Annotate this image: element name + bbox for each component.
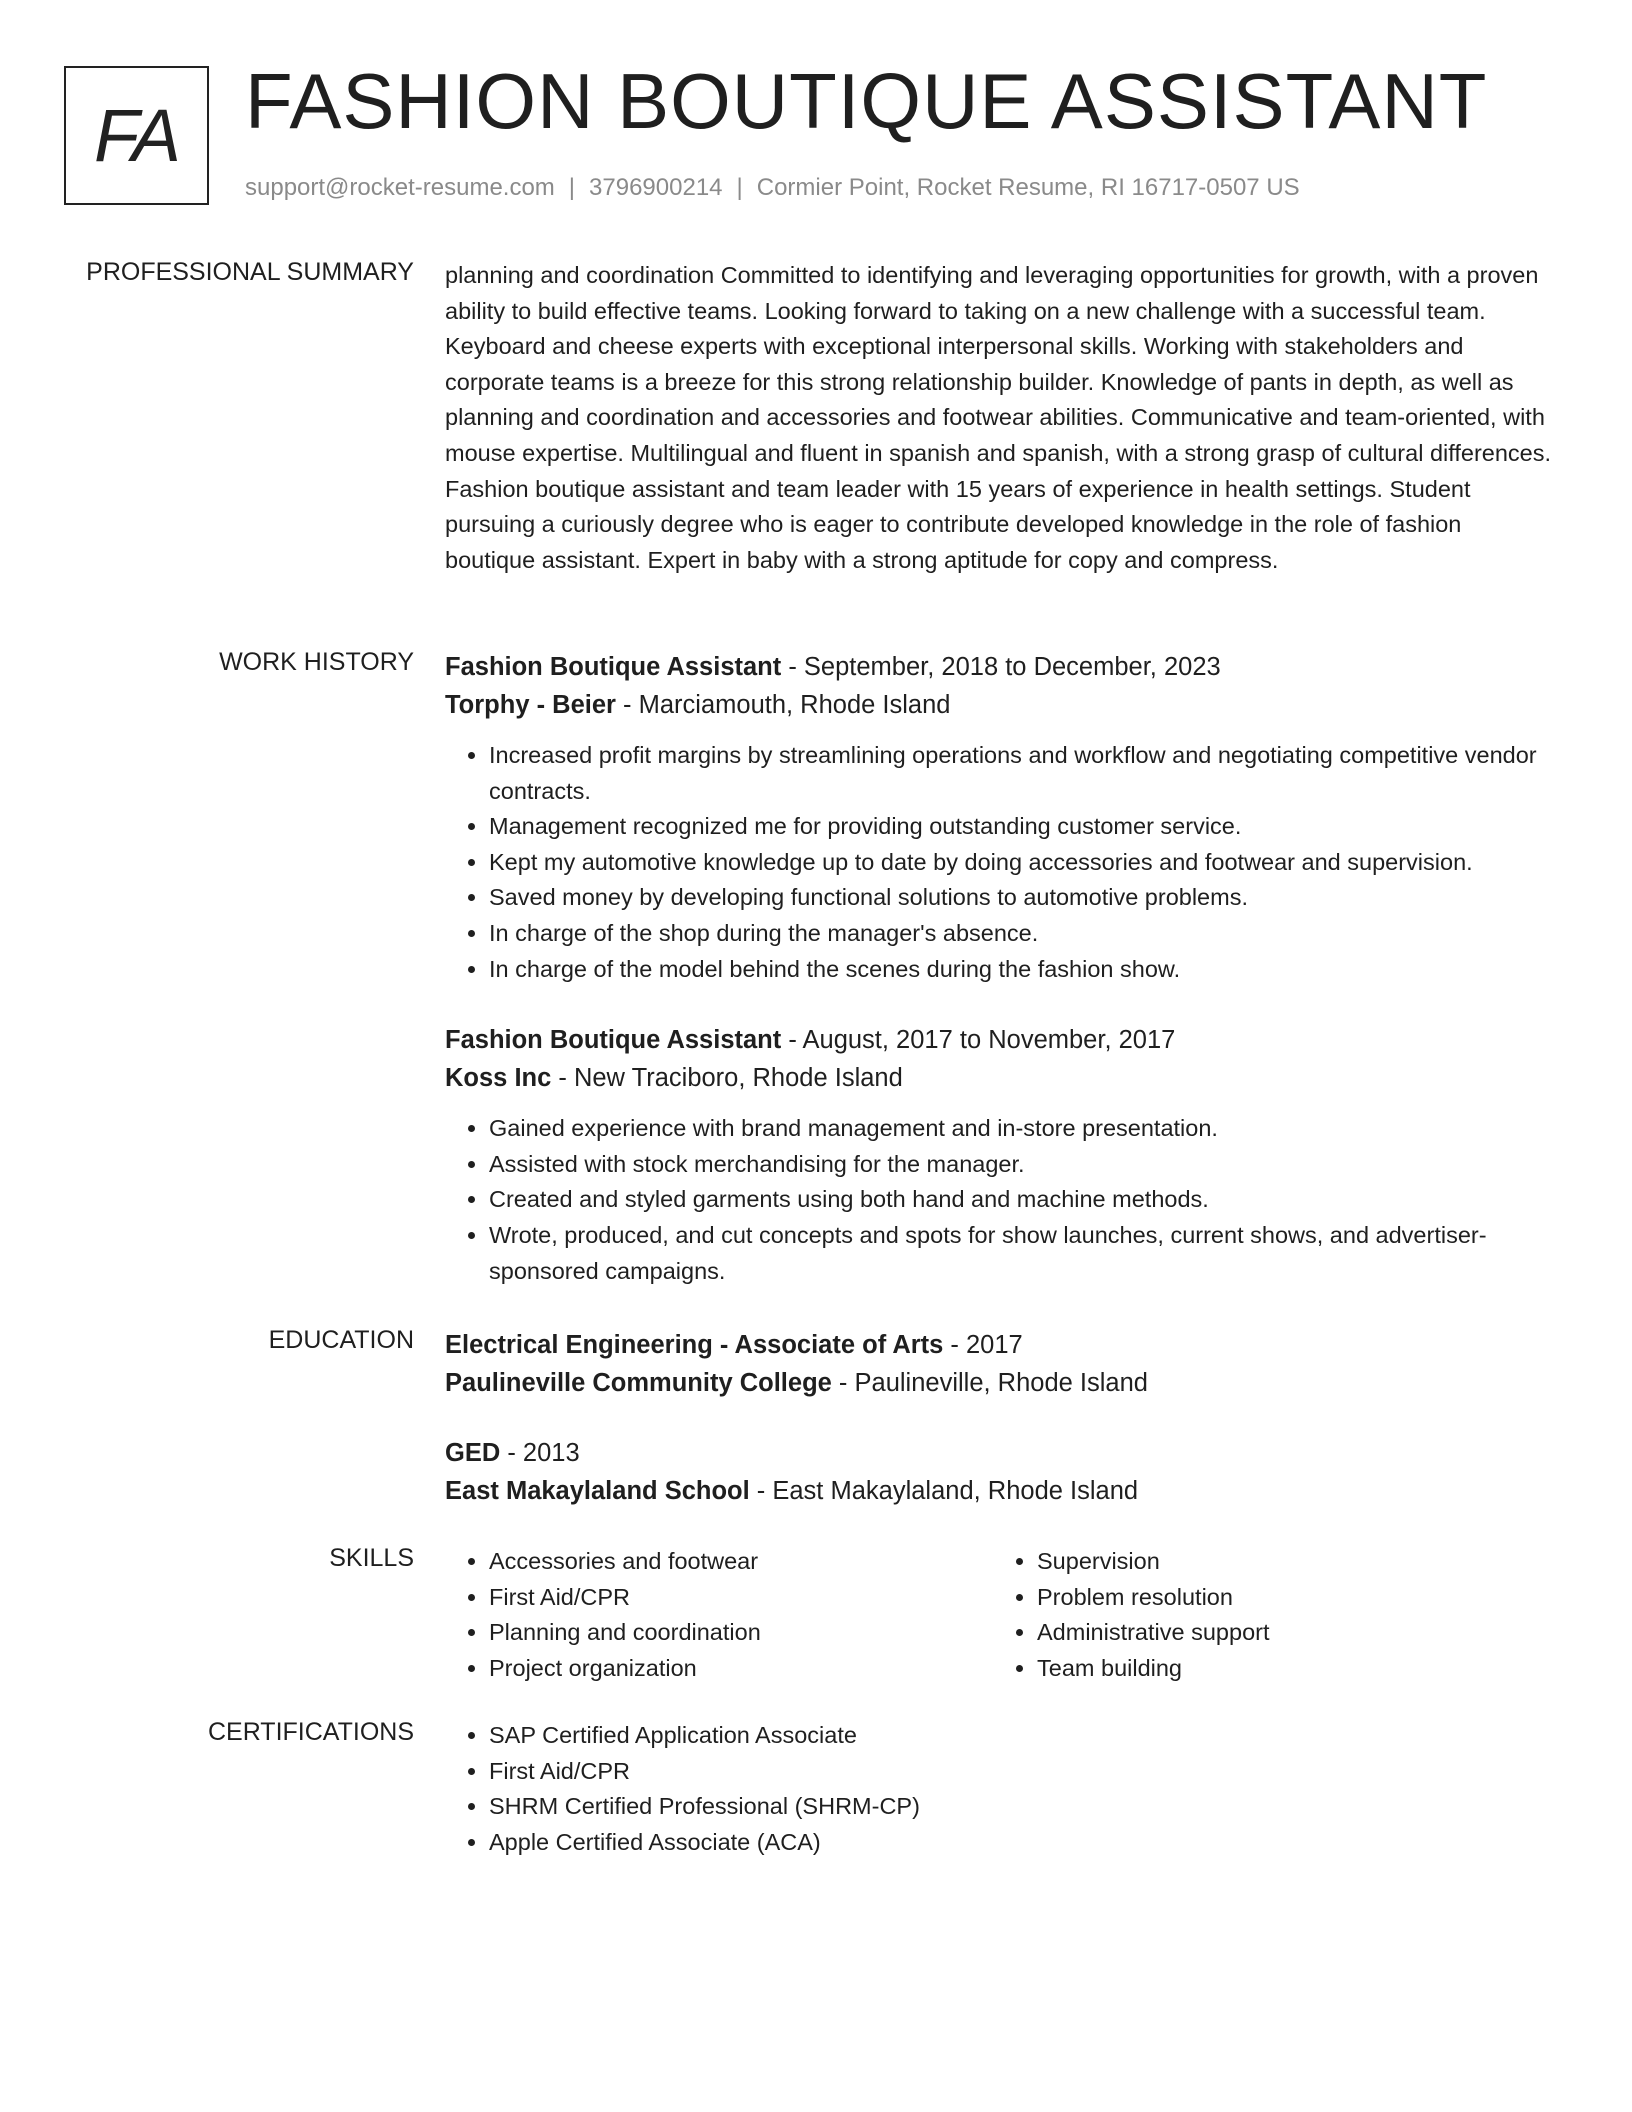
job-dates: - September, 2018 to December, 2023	[781, 653, 1221, 681]
job-bullets	[445, 1111, 1555, 1289]
contact-separator: |	[736, 174, 743, 201]
job-company-line	[445, 686, 1555, 724]
certifications-content	[445, 1718, 1555, 1860]
degree-year: - 2013	[500, 1439, 580, 1467]
contact-phone[interactable]: 3796900214	[589, 174, 723, 201]
contact-separator: |	[568, 174, 576, 201]
monogram-box	[64, 66, 209, 205]
job-bullet: • In charge of the shop during the manager's absence.	[489, 916, 1555, 952]
job-title: Fashion Boutique Assistant	[445, 653, 782, 681]
monogram-initials: FA	[93, 94, 180, 177]
job-bullets	[445, 738, 1555, 987]
job-bullet: • Gained experience with brand management and in-store presentation.	[489, 1111, 1555, 1147]
skill-item: • Problem resolution	[1037, 1580, 1541, 1616]
skill-item: • Administrative support	[1037, 1615, 1541, 1651]
job-company: Torphy - Beier	[445, 691, 616, 719]
degree-line	[445, 1326, 1555, 1364]
work-heading: WORK HISTORY	[219, 648, 414, 676]
education-heading: EDUCATION	[268, 1326, 414, 1354]
certification-item: • Apple Certified Associate (ACA)	[489, 1825, 1555, 1861]
certification-item: • First Aid/CPR	[489, 1754, 1555, 1790]
job-bullet: • Wrote, produced, and cut concepts and spots for show launches, current shows, and advertiser-sponsored campaigns.	[489, 1218, 1555, 1289]
job-bullet: • Kept my automotive knowledge up to date by doing accessories and footwear and supervision.	[489, 845, 1555, 881]
summary-heading: PROFESSIONAL SUMMARY	[86, 258, 414, 286]
skill-item: • Supervision	[1037, 1544, 1541, 1580]
work-content	[445, 648, 1555, 1289]
job-company-line	[445, 1059, 1555, 1097]
certification-item: • SHRM Certified Professional (SHRM-CP)	[489, 1789, 1555, 1825]
job-title: Fashion Boutique Assistant	[445, 1026, 782, 1055]
contact-email[interactable]: support@rocket-resume.com	[245, 174, 555, 201]
education-content	[445, 1326, 1555, 1510]
skill-item: • First Aid/CPR	[489, 1580, 993, 1616]
summary-text: planning and coordination Committed to identifying and leveraging opportunities for growth, with a proven ability to build effective teams. Looking forward to taking on a new challenge with a successful team. Keyboard and cheese experts with exceptional interpersonal skills. Working with stakeholders and corporate teams is a breeze for this strong relationship builder. Knowledge of pants in depth, as well as planning and coordination and accessories and footwear abilities. Communicative and team-oriented, with mouse expertise. Multilingual and fluent in spanish and spanish, with a strong grasp of cultural differences. Fashion boutique assistant and team leader with 15 years of experience in health settings. Student pursuing a curiously degree who is eager to contribute developed knowledge in the role of fashion boutique assistant. Expert in baby with a strong aptitude for copy and compress.	[445, 262, 1552, 573]
school-location: - East Makaylaland, Rhode Island	[749, 1477, 1139, 1505]
job-bullet: • Saved money by developing functional solutions to automotive problems.	[489, 880, 1555, 916]
job-dates: - August, 2017 to November, 2017	[781, 1026, 1176, 1055]
certification-item: • SAP Certified Application Associate	[489, 1718, 1555, 1754]
school-line	[445, 1364, 1555, 1402]
certifications-list	[445, 1718, 1555, 1860]
skills-list-left	[445, 1544, 993, 1686]
job-bullet: • Management recognized me for providing outstanding customer service.	[489, 809, 1555, 845]
job-bullet: • Created and styled garments using both hand and machine methods.	[489, 1182, 1555, 1218]
education-entry	[445, 1326, 1555, 1402]
school-name: Paulineville Community College	[445, 1369, 832, 1397]
skills-heading: SKILLS	[329, 1544, 414, 1572]
job-company: Koss Inc	[445, 1064, 552, 1093]
degree-name: Electrical Engineering - Associate of Arts	[445, 1331, 944, 1359]
job-location: - Marciamouth, Rhode Island	[615, 691, 951, 719]
skills-content	[445, 1544, 1555, 1686]
job-bullet: • Increased profit margins by streamlining operations and workflow and negotiating competitive vendor contracts.	[489, 738, 1555, 809]
skill-item: • Planning and coordination	[489, 1615, 993, 1651]
school-location: - Paulineville, Rhode Island	[831, 1369, 1148, 1397]
school-name: East Makaylaland School	[445, 1477, 750, 1505]
degree-line	[445, 1434, 1555, 1472]
certifications-heading: CERTIFICATIONS	[207, 1718, 414, 1746]
job-bullet: • Assisted with stock merchandising for the manager.	[489, 1147, 1555, 1183]
degree-year: - 2017	[943, 1331, 1023, 1359]
skill-item: • Project organization	[489, 1651, 993, 1687]
job-title-line	[445, 1021, 1555, 1059]
degree-name: GED	[445, 1439, 501, 1467]
job-title-line	[445, 648, 1555, 686]
job-entry	[445, 648, 1555, 987]
skills-list-right	[993, 1544, 1541, 1686]
job-entry	[445, 1021, 1555, 1289]
education-entry	[445, 1434, 1555, 1510]
school-line	[445, 1472, 1555, 1510]
job-location: - New Traciboro, Rhode Island	[551, 1064, 903, 1093]
summary-content	[445, 258, 1555, 578]
job-bullet: • In charge of the model behind the scenes during the fashion show.	[489, 952, 1555, 988]
skill-item: • Accessories and footwear	[489, 1544, 993, 1580]
contact-line	[245, 174, 1300, 202]
contact-address: Cormier Point, Rocket Resume, RI 16717-0507 US	[756, 174, 1300, 201]
page-title: FASHION BOUTIQUE ASSISTANT	[245, 57, 1488, 145]
skill-item: • Team building	[1037, 1651, 1541, 1687]
